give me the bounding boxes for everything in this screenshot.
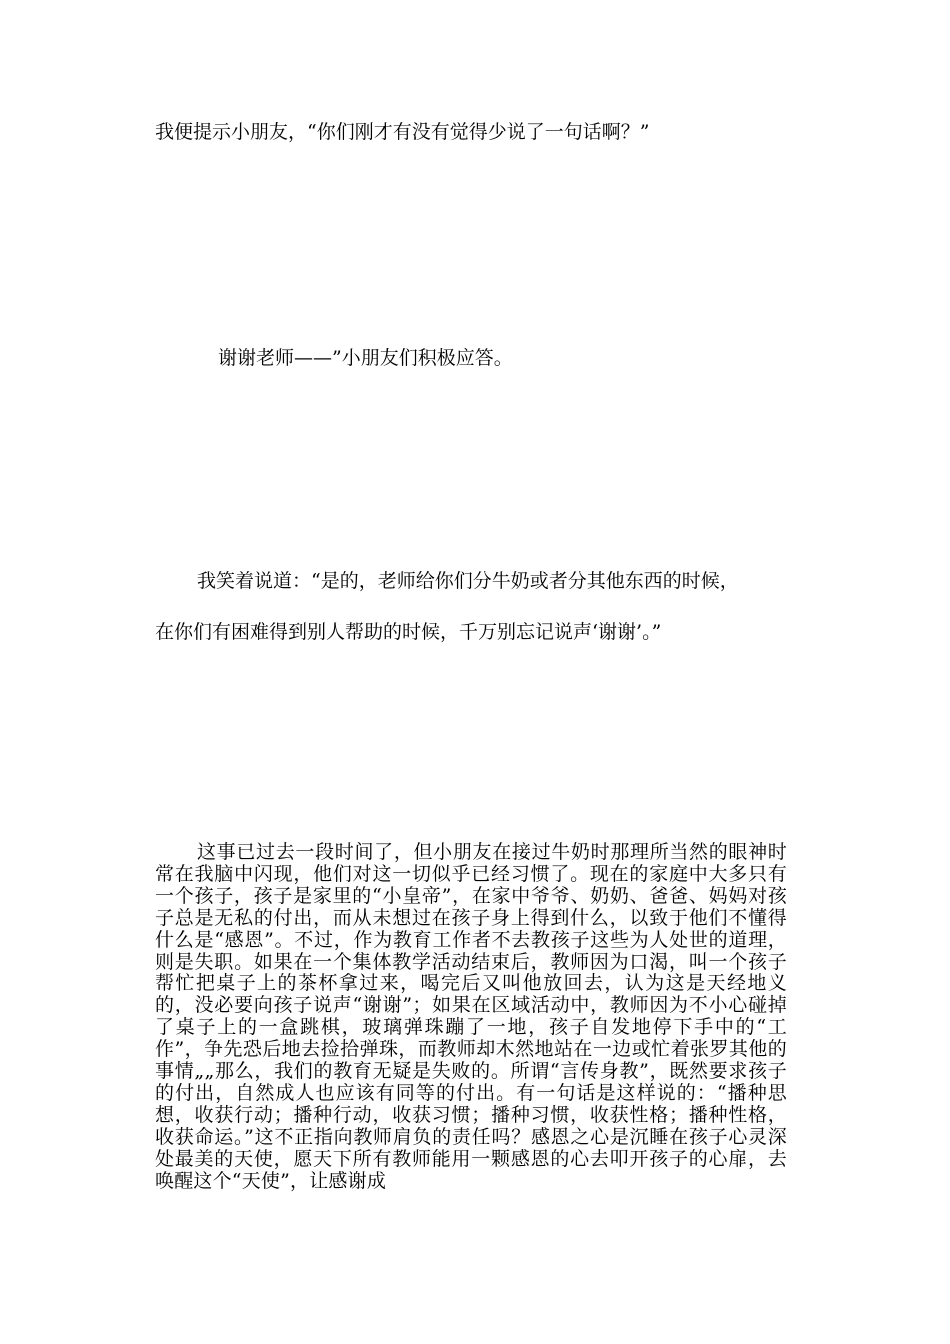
- text-line-1: 我便提示小朋友，“你们刚才有没有觉得少说了一句话啊？”: [155, 121, 650, 143]
- text-line-3: 我笑着说道：“是的，老师给你们分牛奶或者分其他东西的时候，: [197, 570, 739, 592]
- body-paragraph: 这事已过去一段时间了，但小朋友在接过牛奶时那理所当然的眼神时常在我脑中闪现，他们对这一切似乎已经习惯了。现在的家庭中大多只有一个孩子，孩子是家里的“小皇帝”，在家中爷爷、奶奶、爸爸、妈妈对孩子总是无私的付出，而从未想过在孩子身上得到什么，以致于他们不懂得什么是“感恩”。不过，作为教育工作者不去教孩子这些为人处世的道理，则是失职。如果在一个集体教学活动结束后，教师因为口渴，叫一个孩子帮忙把桌子上的茶杯拿过来，喝完后又叫他放回去，认为这是天经地义的，没必要向孩子说声“谢谢”；如果在区域活动中，教师因为不小心碰掉了桌子上的一盒跳棋，玻璃弹珠蹦了一地，孩子自发地停下手中的“工作”，争先恐后地去捡拾弹珠，而教师却木然地站在一边或忙着张罗其他的事情„„那么，我们的教育无疑是失败的。所谓“言传身教”，既然要求孩子的付出，自然成人也应该有同等的付出。有一句话是这样说的：“播种思想，收获行动；播种行动，收获习惯；播种习惯，收获性格；播种性格，收获命运。”这不正指向教师肩负的责任吗？感恩之心是沉睡在孩子心灵深处最美的天使，愿天下所有教师能用一颗感恩的心去叩开孩子的心扉，去唤醒这个“天使”，让感谢成: [155, 841, 787, 1192]
- text-line-2: 谢谢老师——”小朋友们积极应答。: [218, 347, 513, 369]
- text-line-4: 在你们有困难得到别人帮助的时候，千万别忘记说声‘谢谢’。”: [155, 621, 662, 643]
